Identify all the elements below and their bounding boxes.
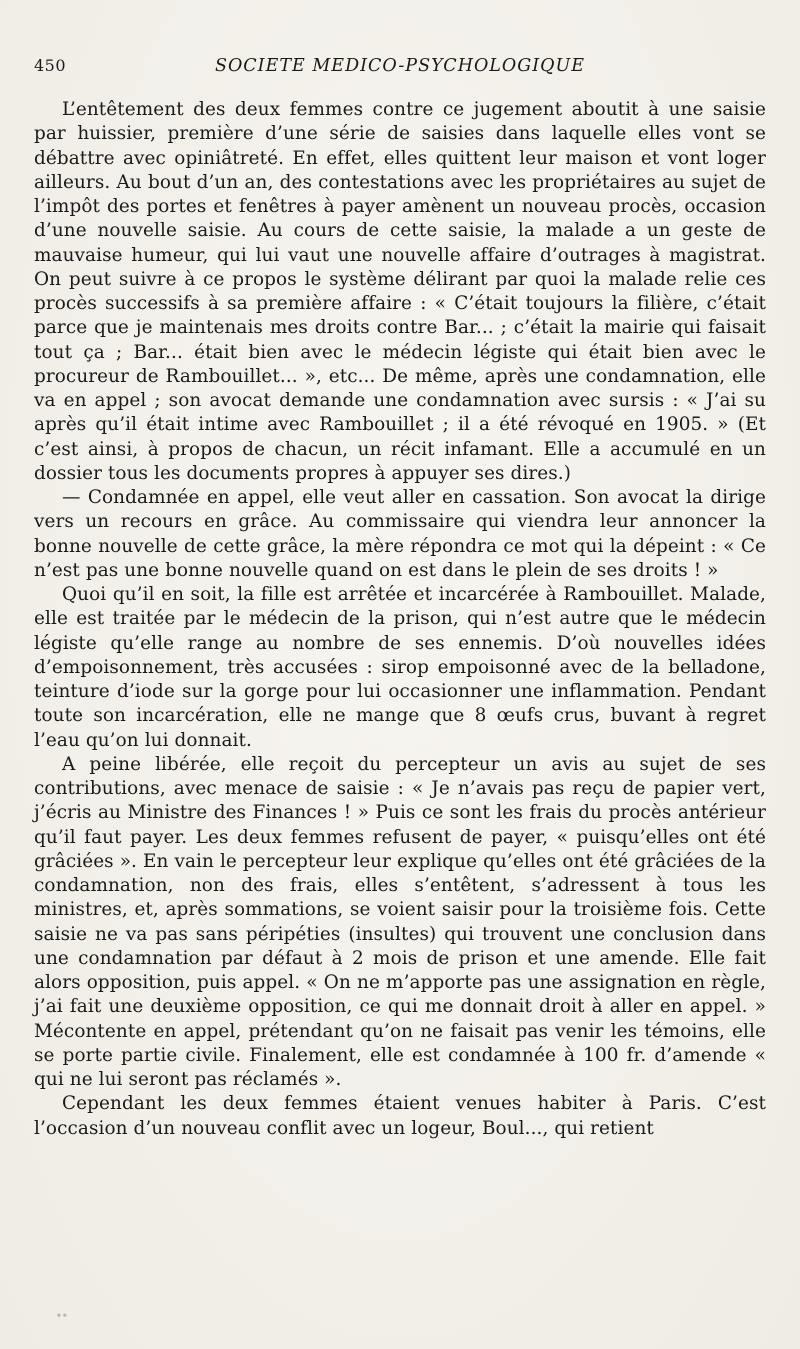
paragraph-3: Quoi qu’il en soit, la fille est arrêtée et incarcérée à Rambouillet. Malade, elle est traitée par le médecin de la prison, qui n’est autre que le médecin légiste qu’elle range au nombre de ses ennemis. D’où nouvelles idées d’empoisonnement, très accusées : sirop empoisonné avec de la belladone, teinture d’iode sur la gorge pour lui occasionner une inflammation. Pendant toute son incarcération, elle ne mange que 8 œufs crus, buvant à regret l’eau qu’on lui donnait. xyxy=(34,584,766,751)
paragraph-1: L’entêtement des deux femmes contre ce jugement aboutit à une saisie par huissier, première d’une série de saisies dans laquelle elles vont se débattre avec opiniâtreté. En effet, elles quittent leur maison et vont loger ailleurs. Au bout d’un an, des contestations avec les propriétaires au sujet de l’impôt des portes et fenêtres à payer amènent un nouveau procès, occasion d’une nouvelle saisie. Au cours de cette saisie, la malade a un geste de mauvaise humeur, qui lui vaut une nouvelle affaire d’outrages à magistrat. On peut suivre à ce propos le système délirant par quoi la malade relie ces procès successifs à sa première affaire : « C’était toujours la filière, c’était parce que je maintenais mes droits contre Bar... ; c’était la mairie qui faisait tout ça ; Bar... était bien avec le médecin légiste qui était bien avec le procureur de Rambouillet... », etc... De même, après une condamnation, elle va en appel ; son avocat demande une condamnation avec sursis : « J’ai su après qu’il était intime avec Rambouillet ; il a été révoqué en 1905. » (Et c’est ainsi, à propos de chacun, un récit infamant. Elle a accumulé en un dossier tous les documents propres à appuyer ses dires.) xyxy=(34,99,766,484)
paragraph-4: A peine libérée, elle reçoit du percepteur un avis au sujet de ses contributions, avec menace de saisie : « Je n’avais pas reçu de papier vert, j’écris au Ministre des Finances ! » Puis ce sont les frais du procès antérieur qu’il faut payer. Les deux femmes refusent de payer, « puisqu’elles ont été grâciées ». En vain le percepteur leur explique qu’elles ont été grâciées de la condamnation, non des frais, elles s’entêtent, s’adressent à tous les ministres, et, après sommations, se voient saisir pour la troisième fois. Cette saisie ne va pas sans péripéties (insultes) qui trouvent une conclusion dans une condamnation par défaut à 2 mois de prison et une amende. Elle fait alors opposition, puis appel. « On ne m’apporte pas une assignation en règle, j’ai fait une deuxième opposition, ce qui me donnait droit à aller en appel. » Mécontente en appel, prétendant qu’on ne faisait pas venir les témoins, elle se porte partie civile. Finalement, elle est condamnée à 100 fr. d’amende « qui ne lui seront pas réclamés ». xyxy=(34,753,766,1090)
journal-title: SOCIETE MEDICO-PSYCHOLOGIQUE xyxy=(214,56,586,76)
paragraph-5: Cependant les deux femmes étaient venues habiter à Paris. C’est l’occasion d’un nouveau conflit avec un logeur, Boul..., qui retient xyxy=(34,1093,766,1139)
page-smudge-mark: ∙∙ xyxy=(56,1308,68,1322)
body-text xyxy=(34,98,766,1141)
page-number: 450 xyxy=(34,56,67,75)
running-head xyxy=(34,52,766,86)
paragraph-2: — Condamnée en appel, elle veut aller en cassation. Son avocat la dirige vers un recours en grâce. Au commissaire qui viendra leur annoncer la bonne nouvelle de cette grâce, la mère répondra ce mot qui la dépeint : « Ce n’est pas une bonne nouvelle quand on est dans le plein de ses droits ! » xyxy=(34,487,766,581)
